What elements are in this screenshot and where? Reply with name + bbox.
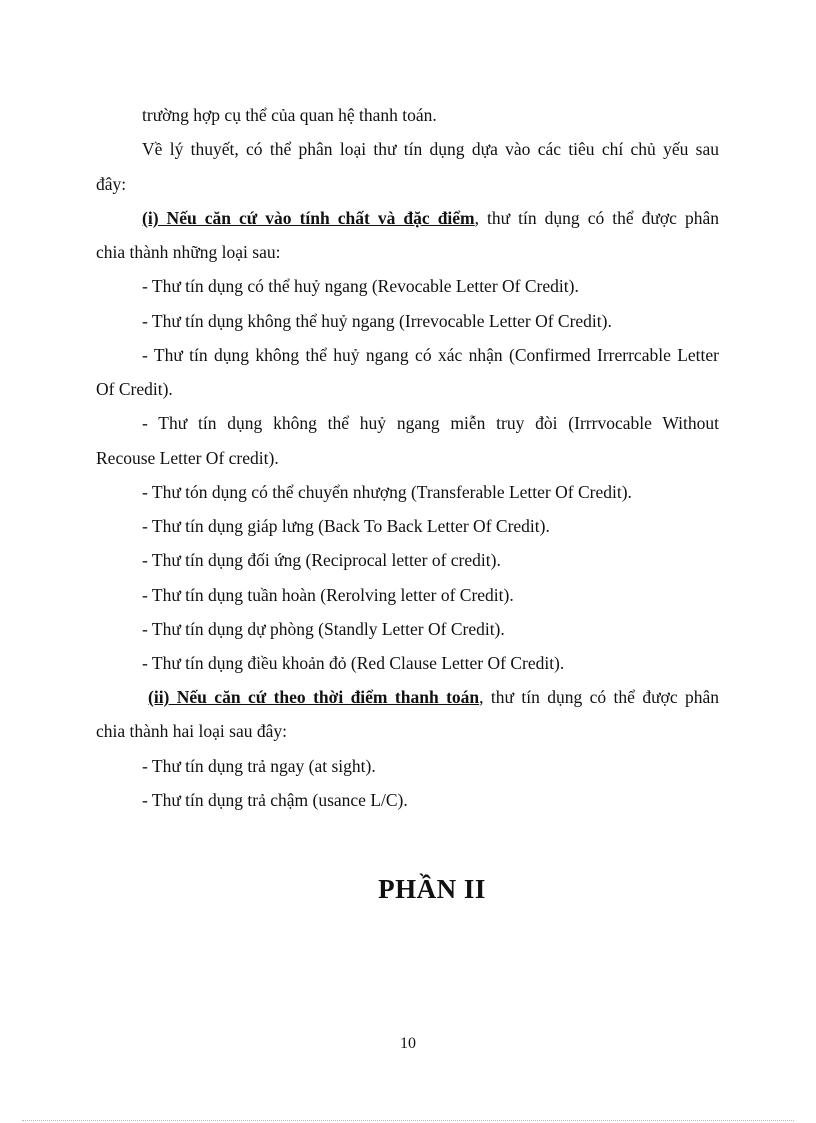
- classification-heading-line: [142, 207, 719, 229]
- page-number: 10: [400, 1035, 416, 1052]
- paragraph-line: trường hợp cụ thể của quan hệ thanh toán.: [142, 105, 437, 125]
- list-item: - Thư tín dụng điều khoản đỏ (Red Clause Letter Of Credit).: [142, 653, 565, 673]
- list-item-continuation: Recouse Letter Of credit).: [96, 448, 279, 468]
- list-item: - Thư tín dụng có thể huỷ ngang (Revocable Letter Of Credit).: [142, 276, 579, 296]
- list-item: - Thư tín dụng không thể huỷ ngang (Irrevocable Letter Of Credit).: [142, 311, 612, 331]
- paragraph-text: , thư tín dụng có thể được phân: [479, 687, 719, 707]
- list-item: - Thư tín dụng không thể huỷ ngang có xác nhận (Confirmed Irrerrcable Letter: [142, 345, 719, 365]
- list-item: - Thư tín dụng tuần hoàn (Rerolving letter of Credit).: [142, 585, 514, 605]
- list-item: - Thư tín dụng trả chậm (usance L/C).: [142, 790, 408, 810]
- paragraph-line: Về lý thuyết, có thể phân loại thư tín dụng dựa vào các tiêu chí chủ yếu sau: [142, 139, 719, 159]
- list-item: - Thư tín dụng đối ứng (Reciprocal letter of credit).: [142, 550, 501, 570]
- list-item: - Thư tín dụng trả ngay (at sight).: [142, 756, 376, 776]
- list-item: - Thư tín dụng giáp lưng (Back To Back Letter Of Credit).: [142, 516, 550, 536]
- paragraph-line: chia thành hai loại sau đây:: [96, 721, 287, 741]
- paragraph-text: , thư tín dụng có thể được phân: [474, 208, 719, 228]
- page-bottom-divider: [22, 1120, 794, 1121]
- section-title: PHẦN II: [378, 874, 486, 904]
- classification-heading-i: (i) Nếu căn cứ vào tính chất và đặc điểm: [142, 208, 475, 228]
- classification-heading-ii: (ii) Nếu căn cứ theo thời điểm thanh toán: [148, 687, 480, 707]
- list-item-continuation: Of Credit).: [96, 379, 173, 399]
- list-item: - Thư tín dụng dự phòng (Standly Letter Of Credit).: [142, 619, 505, 639]
- classification-heading-line: [148, 686, 719, 708]
- paragraph-line: đây:: [96, 174, 127, 194]
- list-item: - Thư tín dụng không thể huỷ ngang miễn truy đòi (Irrrvocable Without: [142, 413, 719, 433]
- list-item: - Thư tón dụng có thể chuyển nhượng (Transferable Letter Of Credit).: [142, 482, 632, 502]
- paragraph-line: chia thành những loại sau:: [96, 242, 281, 262]
